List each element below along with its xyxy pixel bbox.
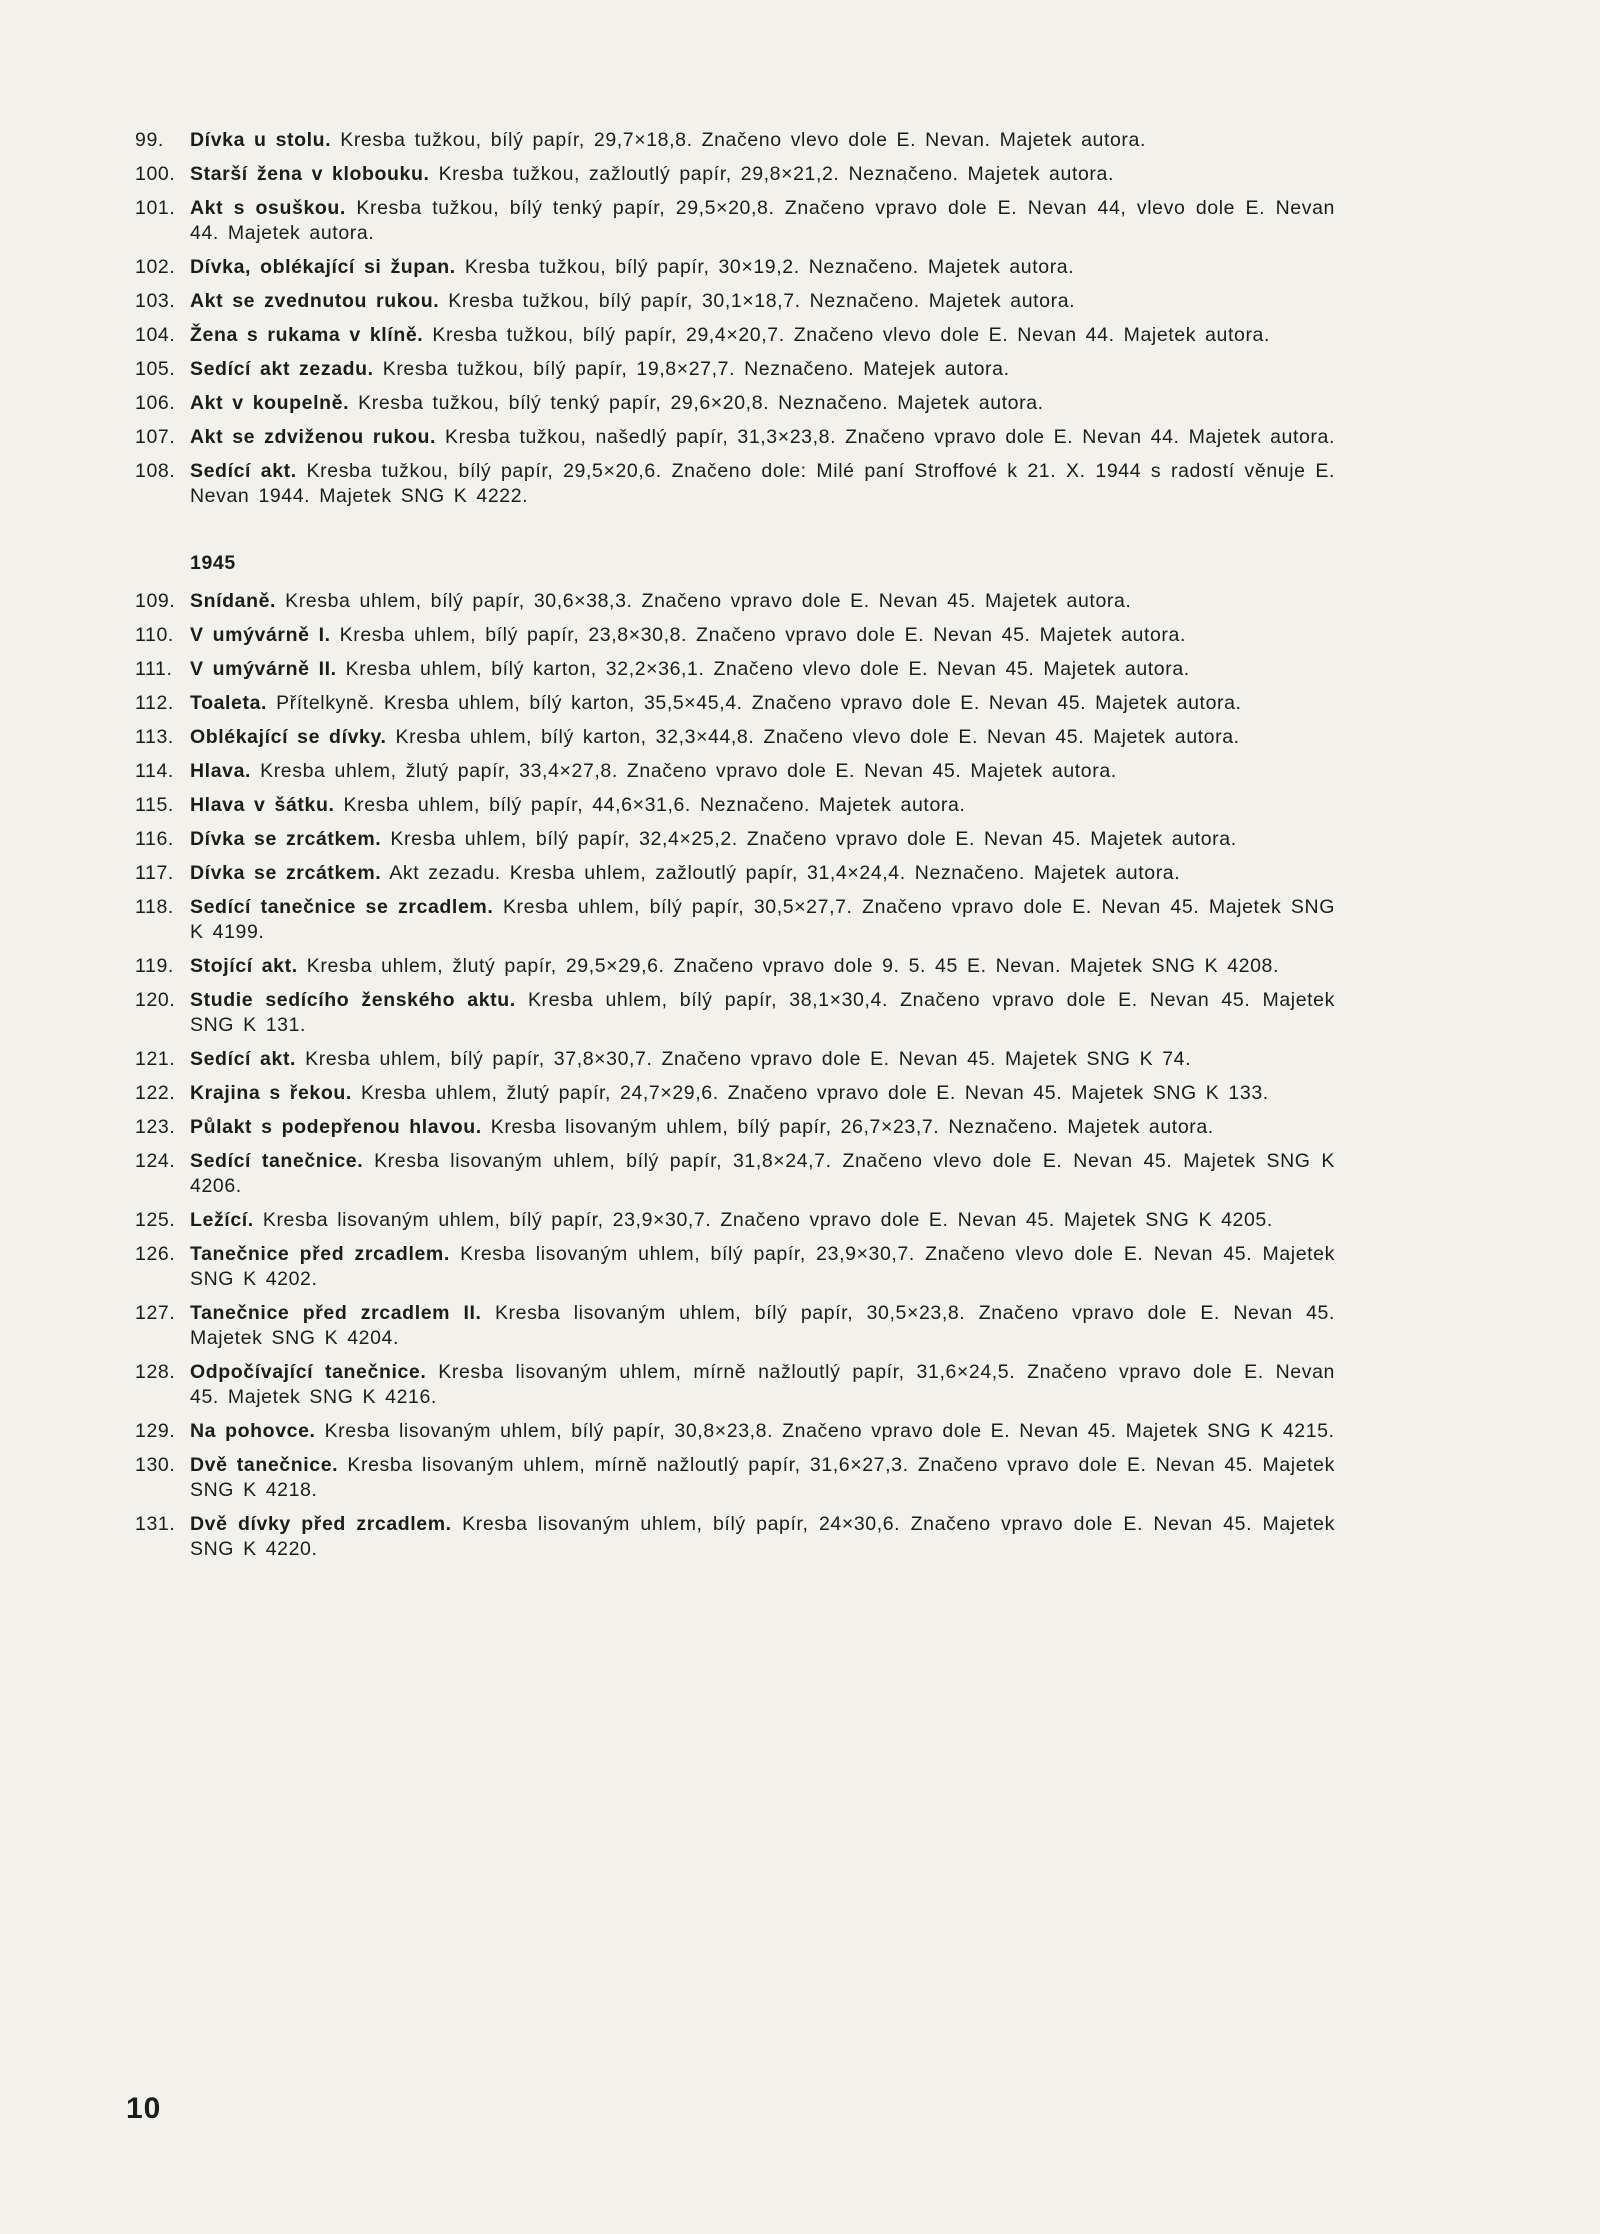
catalog-entry: [135, 255, 1335, 280]
entry-description: Akt zezadu. Kresba uhlem, zažloutlý papír, 31,4×24,4. Neznačeno. Majetek autora.: [389, 862, 1181, 884]
entry-description: Kresba tužkou, zažloutlý papír, 29,8×21,2. Neznačeno. Majetek autora.: [438, 163, 1114, 185]
catalog-entry: [135, 162, 1335, 187]
entry-title: Hlava v šátku.: [190, 794, 335, 816]
catalog-entry: [135, 425, 1335, 450]
entry-number: 111.: [135, 658, 173, 680]
entry-description: Kresba uhlem, žlutý papír, 24,7×29,6. Značeno vpravo dole E. Nevan 45. Majetek SNG K 133.: [360, 1082, 1269, 1104]
catalog-entry: [135, 323, 1335, 348]
entry-description: Kresba uhlem, bílý papír, 38,1×30,4. Značeno vpravo dole E. Nevan 45. Majetek SNG K 131.: [190, 989, 1335, 1036]
catalog-entry: [135, 459, 1335, 509]
entry-description: Kresba lisovaným uhlem, mírně nažloutlý papír, 31,6×24,5. Značeno vpravo dole E. Nevan 45. Majetek SNG K 4216.: [190, 1361, 1335, 1408]
entry-number: 115.: [135, 794, 174, 816]
entry-number: 126.: [135, 1243, 176, 1265]
entry-number: 131.: [135, 1513, 176, 1535]
entry-description: Kresba tužkou, bílý tenký papír, 29,6×20,8. Neznačeno. Majetek autora.: [358, 392, 1044, 414]
entry-description: Kresba uhlem, bílý karton, 32,2×36,1. Značeno vlevo dole E. Nevan 45. Majetek autora.: [345, 658, 1190, 680]
entry-number: 108.: [135, 460, 176, 482]
entry-number: 120.: [135, 989, 176, 1011]
entry-description: Kresba tužkou, bílý papír, 30,1×18,7. Neznačeno. Majetek autora.: [448, 290, 1076, 312]
entry-title: Dívka se zrcátkem.: [190, 828, 382, 850]
entry-title: Dívka u stolu.: [190, 129, 332, 151]
entry-number: 118.: [135, 896, 174, 918]
catalog-entry: [135, 1453, 1335, 1503]
entry-number: 116.: [135, 828, 174, 850]
entry-number: 129.: [135, 1420, 176, 1442]
entry-title: Oblékající se dívky.: [190, 726, 387, 748]
entry-description: Kresba lisovaným uhlem, mírně nažloutlý papír, 31,6×27,3. Značeno vpravo dole E. Nevan 45. Majetek SNG K 4218.: [190, 1454, 1335, 1501]
entry-description: Kresba tužkou, našedlý papír, 31,3×23,8. Značeno vpravo dole E. Nevan 44. Majetek autora.: [445, 426, 1335, 448]
entry-title: V umývárně II.: [190, 658, 337, 680]
entry-title: Půlakt s podepřenou hlavou.: [190, 1116, 482, 1138]
entry-number: 125.: [135, 1209, 176, 1231]
entry-description: Kresba uhlem, bílý papír, 32,4×25,2. Značeno vpravo dole E. Nevan 45. Majetek autora.: [390, 828, 1237, 850]
entries-group-1945: [135, 589, 1335, 1562]
entry-description: Kresba uhlem, bílý karton, 32,3×44,8. Značeno vlevo dole E. Nevan 45. Majetek autora.: [395, 726, 1240, 748]
entry-description: Kresba lisovaným uhlem, bílý papír, 26,7×23,7. Neznačeno. Majetek autora.: [490, 1116, 1214, 1138]
entry-title: Akt s osuškou.: [190, 197, 346, 219]
entry-description: Kresba uhlem, bílý papír, 23,8×30,8. Značeno vpravo dole E. Nevan 45. Majetek autora.: [339, 624, 1186, 646]
catalog-entry: [135, 1115, 1335, 1140]
entry-description: Kresba lisovaným uhlem, bílý papír, 23,9×30,7. Značeno vlevo dole E. Nevan 45. Majetek SNG K 4202.: [190, 1243, 1335, 1290]
entries-group-1944: [135, 128, 1335, 509]
catalog-entry: [135, 1242, 1335, 1292]
entry-number: 105.: [135, 358, 176, 380]
catalog-entry: [135, 988, 1335, 1038]
catalog-entry: [135, 1301, 1335, 1351]
entry-number: 130.: [135, 1454, 176, 1476]
entry-number: 127.: [135, 1302, 176, 1324]
catalog-entry: [135, 623, 1335, 648]
entry-number: 101.: [135, 197, 176, 219]
entry-number: 100.: [135, 163, 176, 185]
entry-number: 128.: [135, 1361, 176, 1383]
catalog-entry: [135, 1149, 1335, 1199]
entry-number: 107.: [135, 426, 176, 448]
entry-title: Sedící tanečnice se zrcadlem.: [190, 896, 494, 918]
entry-description: Kresba uhlem, žlutý papír, 33,4×27,8. Značeno vpravo dole E. Nevan 45. Majetek autora.: [260, 760, 1117, 782]
entry-title: Na pohovce.: [190, 1420, 316, 1442]
catalog-entry: [135, 196, 1335, 246]
year-heading: 1945: [190, 552, 236, 574]
entry-description: Kresba uhlem, žlutý papír, 29,5×29,6. Značeno vpravo dole 9. 5. 45 E. Nevan. Majetek SNG K 4208.: [306, 955, 1280, 977]
entry-title: Akt se zdviženou rukou.: [190, 426, 437, 448]
entry-title: Dvě tanečnice.: [190, 1454, 339, 1476]
catalog-entry: [135, 1081, 1335, 1106]
catalog-entry: [135, 589, 1335, 614]
entry-description: Kresba tužkou, bílý tenký papír, 29,5×20,8. Značeno vpravo dole E. Nevan 44, vlevo dole E. Nevan 44. Majetek autora.: [190, 197, 1335, 244]
catalog-entry: [135, 357, 1335, 382]
entry-title: Odpočívající tanečnice.: [190, 1361, 427, 1383]
entry-title: Sedící akt.: [190, 1048, 297, 1070]
entry-number: 119.: [135, 955, 174, 977]
entry-number: 110.: [135, 624, 174, 646]
entry-title: V umývárně I.: [190, 624, 331, 646]
entry-title: Sedící akt.: [190, 460, 297, 482]
entry-number: 102.: [135, 256, 176, 278]
catalog-list: [135, 128, 1335, 1571]
catalog-entry: [135, 827, 1335, 852]
catalog-entry: [135, 793, 1335, 818]
entry-title: Akt se zvednutou rukou.: [190, 290, 440, 312]
entry-title: Ležící.: [190, 1209, 254, 1231]
entry-title: Hlava.: [190, 760, 252, 782]
entry-number: 109.: [135, 590, 176, 612]
entry-description: Kresba lisovaným uhlem, bílý papír, 30,5×23,8. Značeno vpravo dole E. Nevan 45. Majetek SNG K 4204.: [190, 1302, 1335, 1349]
catalog-entry: [135, 289, 1335, 314]
entry-description: Kresba lisovaným uhlem, bílý papír, 31,8×24,7. Značeno vlevo dole E. Nevan 45. Majetek SNG K 4206.: [190, 1150, 1335, 1197]
entry-title: Starší žena v klobouku.: [190, 163, 430, 185]
catalog-entry: [135, 759, 1335, 784]
entry-description: Kresba uhlem, bílý papír, 30,6×38,3. Značeno vpravo dole E. Nevan 45. Majetek autora.: [285, 590, 1132, 612]
entry-number: 106.: [135, 392, 176, 414]
catalog-entry: [135, 1208, 1335, 1233]
catalog-entry: [135, 657, 1335, 682]
entry-description: Kresba uhlem, bílý papír, 30,5×27,7. Značeno vpravo dole E. Nevan 45. Majetek SNG K 4199.: [190, 896, 1335, 943]
entry-title: Krajina s řekou.: [190, 1082, 352, 1104]
entry-description: Kresba tužkou, bílý papír, 19,8×27,7. Neznačeno. Matejek autora.: [382, 358, 1010, 380]
entry-number: 124.: [135, 1150, 176, 1172]
catalog-entry: [135, 895, 1335, 945]
entry-number: 99.: [135, 129, 164, 151]
catalog-entry: [135, 1360, 1335, 1410]
catalog-entry: [135, 1512, 1335, 1562]
entry-title: Dvě dívky před zrcadlem.: [190, 1513, 452, 1535]
entry-title: Dívka, oblékající si župan.: [190, 256, 456, 278]
entry-number: 103.: [135, 290, 176, 312]
entry-number: 117.: [135, 862, 174, 884]
entry-number: 122.: [135, 1082, 176, 1104]
entry-title: Tanečnice před zrcadlem.: [190, 1243, 450, 1265]
entry-description: Kresba lisovaným uhlem, bílý papír, 24×30,6. Značeno vpravo dole E. Nevan 45. Majetek SNG K 4220.: [190, 1513, 1335, 1560]
entry-description: Kresba uhlem, bílý papír, 44,6×31,6. Neznačeno. Majetek autora.: [343, 794, 966, 816]
entry-number: 113.: [135, 726, 174, 748]
entry-title: Toaleta.: [190, 692, 268, 714]
entry-title: Sedící tanečnice.: [190, 1150, 364, 1172]
entry-title: Akt v koupelně.: [190, 392, 350, 414]
entry-title: Dívka se zrcátkem.: [190, 862, 382, 884]
entry-description: Kresba lisovaným uhlem, bílý papír, 30,8×23,8. Značeno vpravo dole E. Nevan 45. Majetek SNG K 4215.: [324, 1420, 1335, 1442]
entry-description: Kresba tužkou, bílý papír, 30×19,2. Neznačeno. Majetek autora.: [464, 256, 1075, 278]
catalog-entry: [135, 725, 1335, 750]
entry-title: Stojící akt.: [190, 955, 298, 977]
catalog-entry: [135, 128, 1335, 153]
entry-number: 112.: [135, 692, 174, 714]
entry-number: 114.: [135, 760, 174, 782]
entry-title: Studie sedícího ženského aktu.: [190, 989, 516, 1011]
entry-description: Kresba tužkou, bílý papír, 29,5×20,6. Značeno dole: Milé paní Stroffové k 21. X. 1944 s radostí věnuje E. Nevan 1944. Majetek SNG K 4222.: [190, 460, 1335, 507]
catalog-entry: [135, 391, 1335, 416]
catalog-entry: [135, 1047, 1335, 1072]
entry-description: Kresba tužkou, bílý papír, 29,4×20,7. Značeno vlevo dole E. Nevan 44. Majetek autora.: [432, 324, 1271, 346]
entry-title: Sedící akt zezadu.: [190, 358, 374, 380]
entry-title: Snídaně.: [190, 590, 277, 612]
catalog-entry: [135, 954, 1335, 979]
entry-description: Kresba uhlem, bílý papír, 37,8×30,7. Značeno vpravo dole E. Nevan 45. Majetek SNG K 74.: [305, 1048, 1192, 1070]
catalog-entry: [135, 1419, 1335, 1444]
entry-description: Kresba lisovaným uhlem, bílý papír, 23,9×30,7. Značeno vpravo dole E. Nevan 45. Majetek SNG K 4205.: [262, 1209, 1273, 1231]
entry-number: 121.: [135, 1048, 176, 1070]
page-number: 10: [126, 2092, 162, 2125]
catalog-entry: [135, 691, 1335, 716]
catalog-entry: [135, 861, 1335, 886]
entry-number: 104.: [135, 324, 176, 346]
entry-title: Žena s rukama v klíně.: [190, 324, 424, 346]
entry-number: 123.: [135, 1116, 176, 1138]
entry-description: Přítelkyně. Kresba uhlem, bílý karton, 35,5×45,4. Značeno vpravo dole E. Nevan 45. Majetek autora.: [276, 692, 1242, 714]
entry-description: Kresba tužkou, bílý papír, 29,7×18,8. Značeno vlevo dole E. Nevan. Majetek autora.: [340, 129, 1146, 151]
entry-title: Tanečnice před zrcadlem II.: [190, 1302, 482, 1324]
